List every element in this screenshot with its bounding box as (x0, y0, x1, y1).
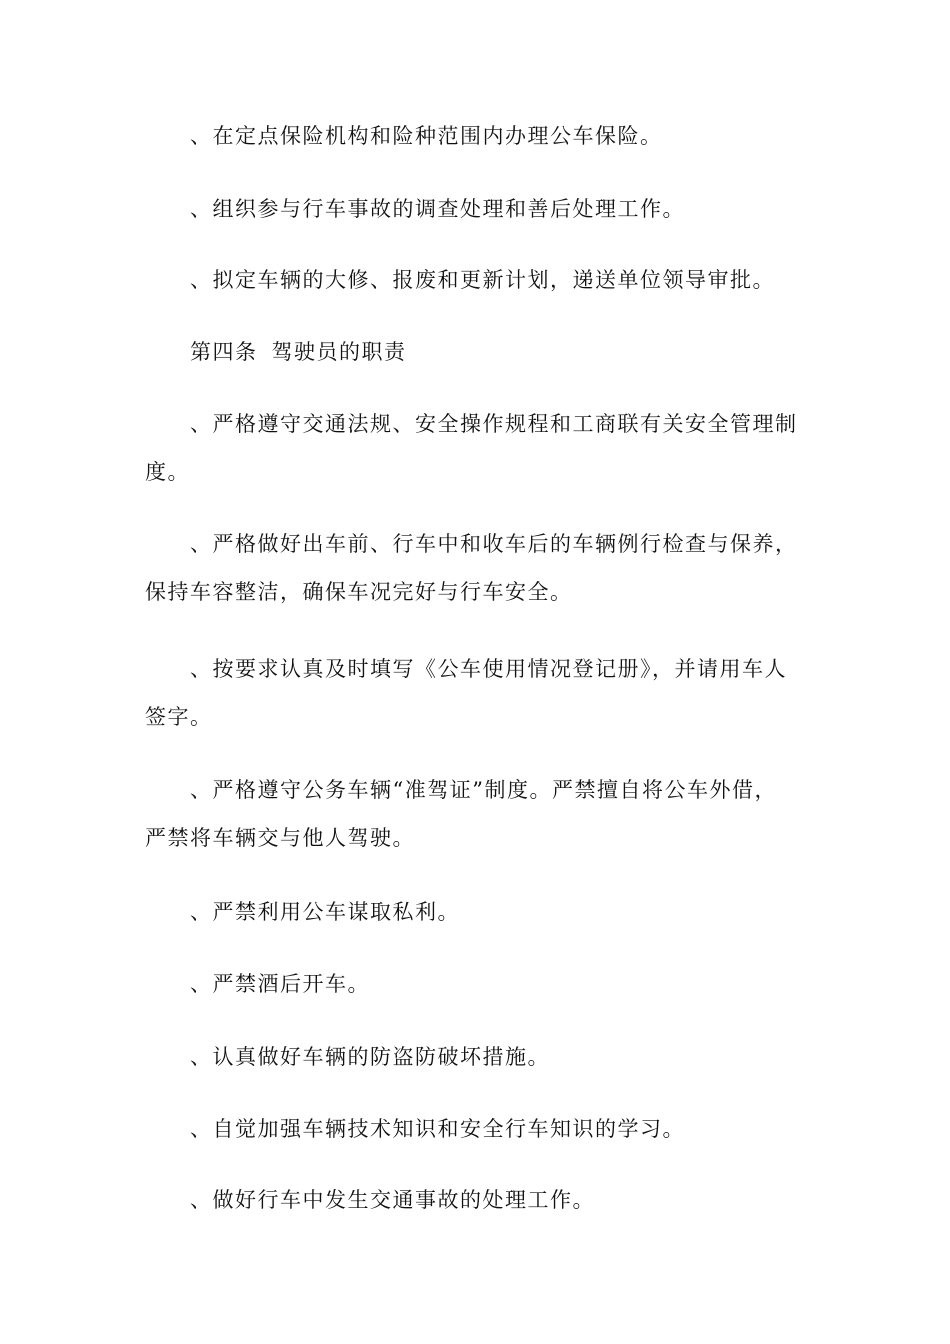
paragraph-line: 签字。 (145, 705, 213, 729)
paragraph-line: 、严格遵守公务车辆“准驾证”制度。严禁擅自将公车外借， (190, 778, 777, 802)
paragraph-line: 、严格做好出车前、行车中和收车后的车辆例行检查与保养， (190, 532, 798, 556)
paragraph-accident-handling (145, 1176, 810, 1224)
paragraph-line: 、认真做好车辆的防盗防破坏措施。 (190, 1045, 550, 1069)
paragraph-line: 保持车容整洁，确保车况完好与行车安全。 (145, 580, 573, 604)
paragraph-line: 严禁将车辆交与他人驾驶。 (145, 826, 415, 850)
paragraph-anti-theft (145, 1033, 810, 1081)
paragraph-repair-plan (145, 256, 810, 304)
paragraph-line: 、在定点保险机构和险种范围内办理公车保险。 (190, 124, 663, 148)
paragraph-line: 、拟定车辆的大修、报废和更新计划，递送单位领导审批。 (190, 268, 775, 292)
article-number: 第四条 (190, 340, 258, 364)
paragraph-line: 、严格遵守交通法规、安全操作规程和工商联有关安全管理制 (190, 412, 798, 436)
paragraph-line: 、按要求认真及时填写《公车使用情况登记册》，并请用车人 (190, 657, 787, 681)
paragraph-line: 、组织参与行车事故的调查处理和善后处理工作。 (190, 197, 685, 221)
paragraph-technical-knowledge (145, 1105, 810, 1153)
paragraph-accident-investigation (145, 185, 810, 233)
paragraph-traffic-rules (145, 400, 810, 496)
paragraph-usage-register (145, 645, 810, 741)
paragraph-line: 、严禁利用公车谋取私利。 (190, 900, 460, 924)
paragraph-line: 、自觉加强车辆技术知识和安全行车知识的学习。 (190, 1117, 685, 1141)
paragraph-line: 、严禁酒后开车。 (190, 972, 370, 996)
paragraph-no-drunk-driving (145, 960, 810, 1008)
paragraph-line: 、做好行车中发生交通事故的处理工作。 (190, 1188, 595, 1212)
section-heading-article-four (145, 328, 810, 376)
paragraph-driving-permit (145, 766, 810, 862)
paragraph-insurance (145, 112, 810, 160)
paragraph-line: 度。 (145, 460, 190, 484)
paragraph-vehicle-inspection (145, 520, 810, 616)
article-title: 驾驶员的职责 (271, 340, 407, 364)
paragraph-no-private-gain (145, 888, 810, 936)
